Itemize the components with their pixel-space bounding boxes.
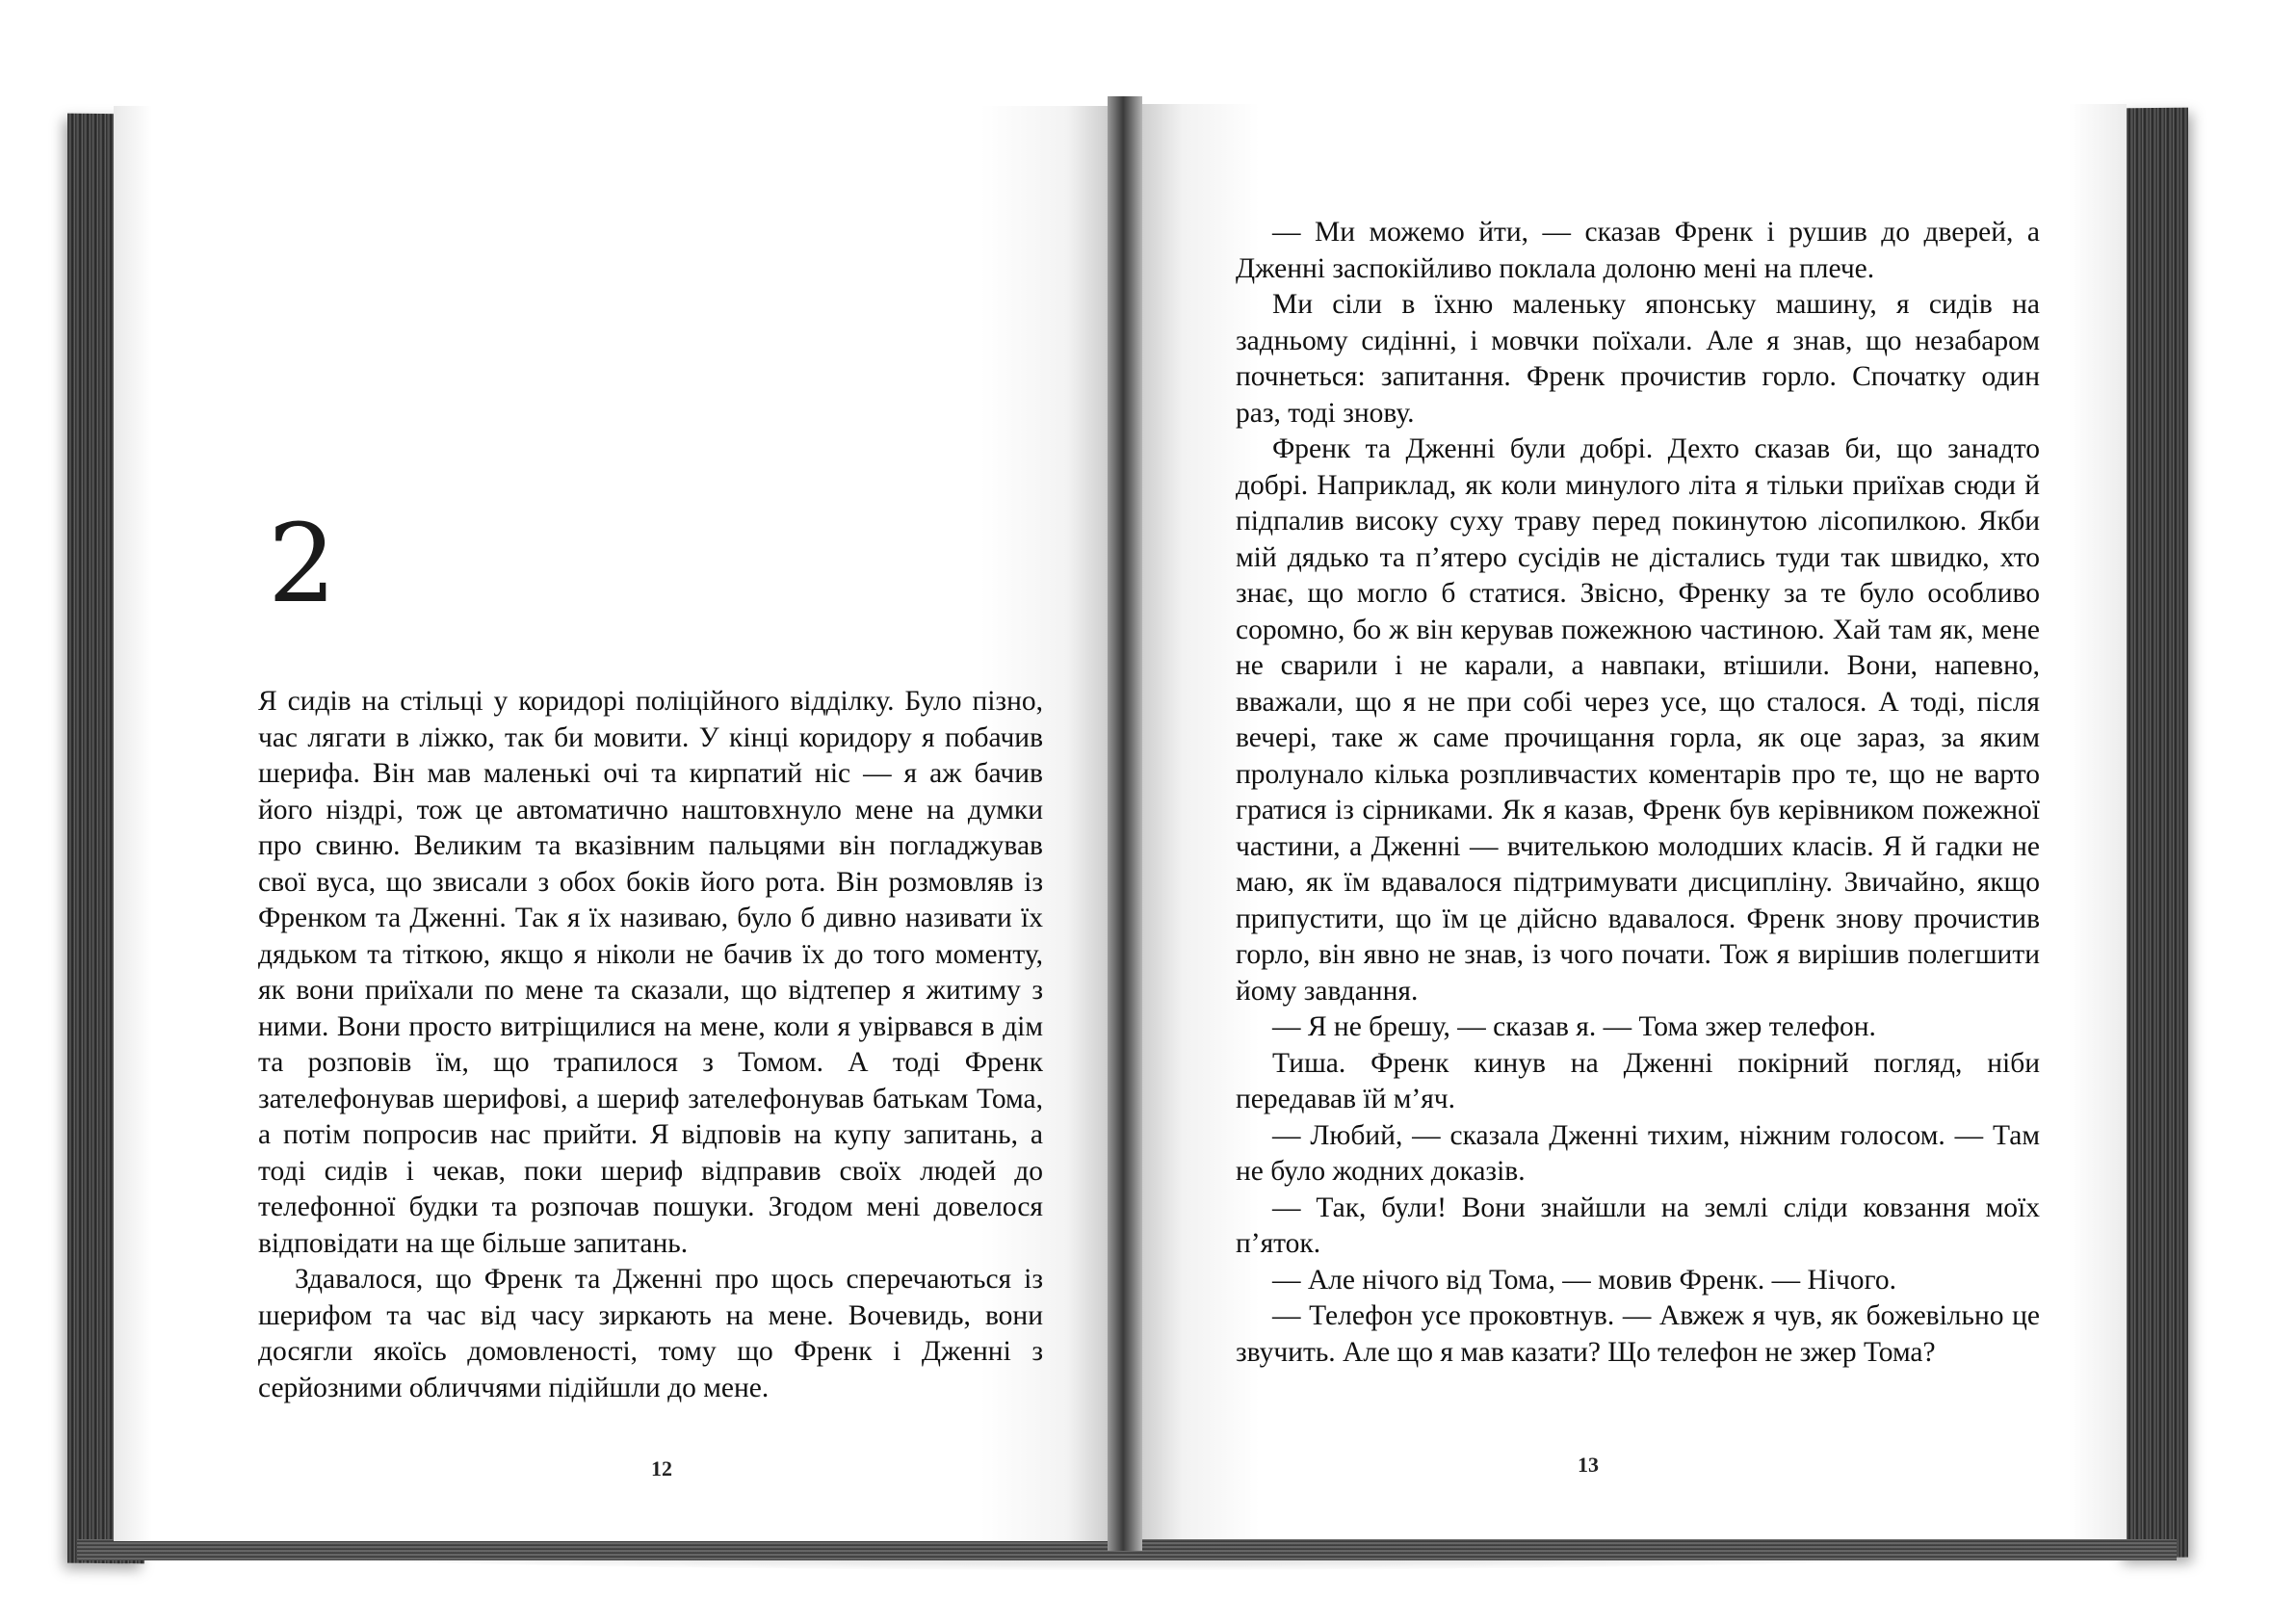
paragraph: — Телефон усе проковтнув. — Авжеж я чув, як божевільно це звучить. Але що я мав казати? Що телефон не зжер Тома?: [1236, 1300, 2040, 1368]
paragraph: Здавалося, що Френк та Дженні про щось сперечаються із шерифом та час від часу зиркають на мене. Вочевидь, вони досягли якоїсь домовленості, тому що Френк і Дженні з серйозними обличчями підійшли до мене.: [258, 1264, 1043, 1403]
paragraph: — Так, були! Вони знайшли на землі сліди ковзання моїх п’яток.: [1236, 1192, 2040, 1259]
book-spine-gutter: [1108, 96, 1142, 1551]
paragraph: — Я не брешу, — сказав я. — Тома зжер телефон.: [1272, 1011, 1876, 1042]
chapter-number: 2: [268, 502, 337, 627]
left-page-body: [258, 684, 1043, 1406]
right-page-edges: [2119, 108, 2188, 1559]
left-page: [114, 106, 1120, 1541]
paragraph: Я сидів на стільці у коридорі поліційного відділку. Було пізно, час лягати в ліжко, так би мовити. У кінці коридору я побачив шерифа. Він мав маленькі очі та кирпатий ніс — я аж бачив його ніздрі, тож це автоматично наштовхнуло мене на думки про свиню. Великим та вказівним пальцями він погладжував свої вуса, що звисали з обох боків його рота. Він розмовляв із Френком та Дженні. Так я їх називаю, було б дивно називати їх дядьком та тіткою, якщо я ніколи не бачив їх до того моменту, як вони приїхали по мене та сказали, що відтепер я житиму з ними. Вони просто витріщилися на мене, коли я увірвався в дім та розповів їм, що трапилося з Томом. А тоді Френк зателефонував шерифові, а шериф зателефонував батькам Тома, а потім попросив нас прийти. Я відповів на купу запитань, а тоді сидів і чекав, поки шериф відправив своїх людей до телефонної будки та розпочав пошуки. Згодом мені довелося відповідати на ще більше запитань.: [258, 686, 1043, 1259]
page-number: 13: [1578, 1453, 1599, 1477]
paragraph: — Але нічого від Тома, — мовив Френк. — Нічого.: [1272, 1264, 1897, 1296]
paragraph: Тиша. Френк кинув на Дженні покірний погляд, ніби передавав їй м’яч.: [1236, 1047, 2040, 1114]
paragraph: — Любий, — сказала Дженні тихим, ніжним голосом. — Там не було жодних доказів.: [1236, 1119, 2040, 1187]
paragraph: Ми сіли в їхню маленьку японську машину, я сидів на задньому сидінні, і мовчки поїхали. Але я знав, що незабаром почнеться: запитання. Френк прочистив горло. Спочатку один раз, тоді знову.: [1236, 289, 2040, 429]
paragraph: Френк та Дженні були добрі. Дехто сказав би, що занадто добрі. Наприклад, як коли минулого літа я тільки приїхав сюди й підпалив високу суху траву перед покинутою лісопилкою. Якби мій дядько та п’ятеро сусідів не дістались туди так швидко, хто знає, що могло б статися. Звісно, Френку за те було особливо соромно, бо ж він керував пожежною частиною. Хай там як, мене не сварили і не карали, а навпаки, втішили. Вони, напевно, вважали, що я не при собі через усе, що сталося. А тоді, після вечері, таке ж саме прочищання горла, як оце зараз, за яким пролунало кілька розпливчастих коментарів про те, що не варто гратися із сірниками. Як я казав, Френк був керівником пожежної частини, а Дженні — вчителькою молодших класів. Я й гадки не маю, як їм вдавалося підтримувати дисципліну. Звичайно, якщо припустити, що їм це дійсно вдавалося. Френк знову прочистив горло, він явно не знав, із чого почати. Тож я вирішив полегшити йому завдання.: [1236, 433, 2040, 1007]
right-page: [1125, 104, 2127, 1539]
paragraph: — Ми можемо йти, — сказав Френк і рушив до дверей, а Дженні заспокійливо поклала долоню мені на плече.: [1236, 217, 2040, 284]
right-page-body: [1236, 215, 2040, 1371]
page-number: 12: [651, 1456, 672, 1480]
